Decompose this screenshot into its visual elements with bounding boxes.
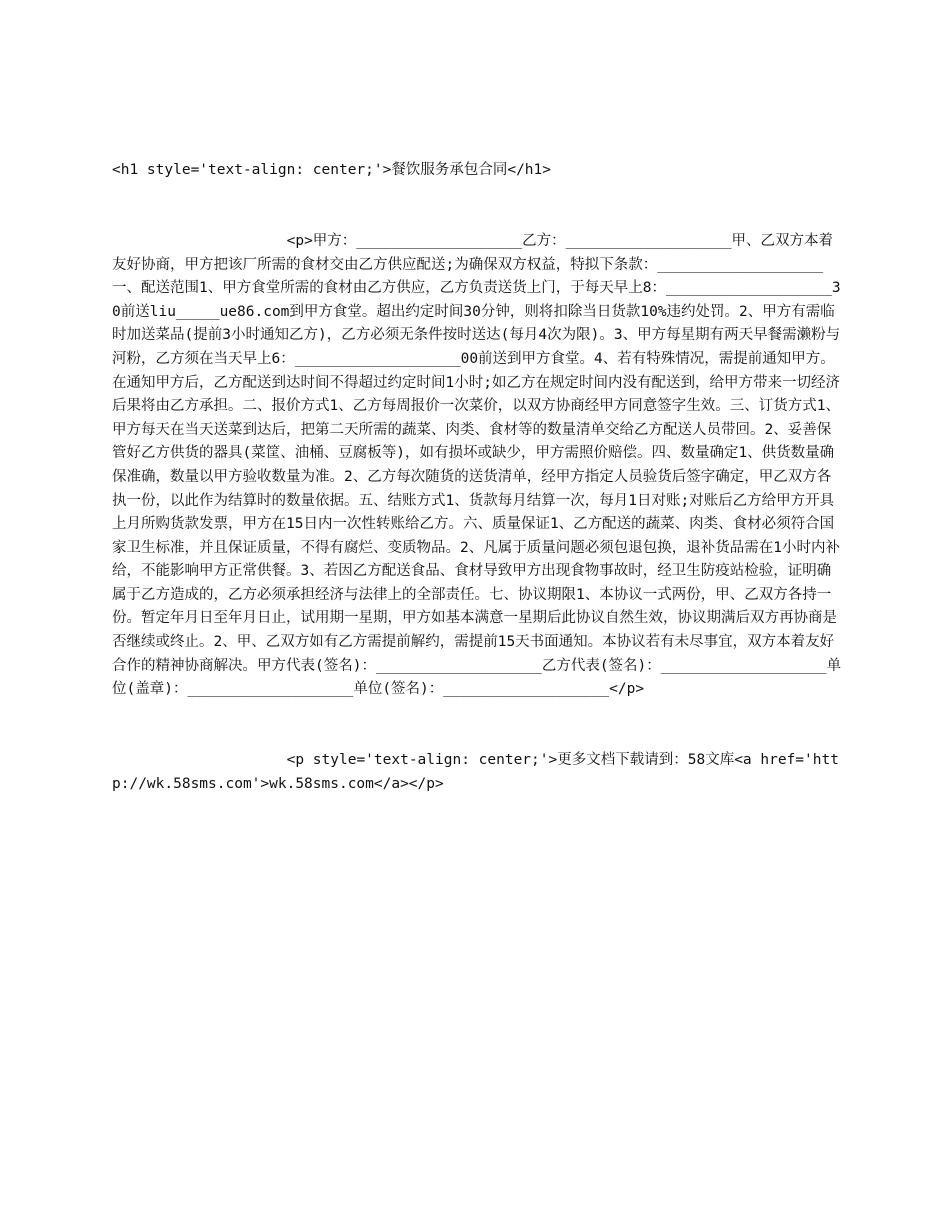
footer-source-line: <p style='text-align: center;'>更多文档下载请到：58文库<a href='http://wk.58sms.com'>wk.58sms.com</a></p> xyxy=(112,752,839,792)
contract-body-source-line: <p>甲方：___________________乙方：___________________甲、乙双方本着友好协商，甲方把该厂所需的食材交由乙方供应配送;为确保双方权益，特拟下条款：___________________一、配送范围1、甲方食堂所需的食材由乙方供应，乙方负责送货上门，于每天早上8：___________________30前送liu_____ue86.com到甲方食堂。超出约定时间30分钟，则将扣除当日货款10%违约处罚。2、甲方有需临时加送菜品(提前3小时通知乙方)，乙方必须无条件按时送达(每月4次为限)。3、甲方每星期有两天早餐需濑粉与河粉，乙方须在当天早上6：___________________00前送到甲方食堂。4、若有特殊情况，需提前通知甲方。在通知甲方后，乙方配送到达时间不得超过约定时间1小时;如乙方在规定时间内没有配送到，给甲方带来一切经济后果将由乙方承担。二、报价方式1、乙方每周报价一次菜价，以双方协商经甲方同意签字生效。三、订货方式1、甲方每天在当天送菜到达后，把第二天所需的蔬菜、肉类、食材等的数量清单交给乙方配送人员带回。2、妥善保管好乙方供货的器具(菜筐、油桶、豆腐板等)，如有损坏或缺少，甲方需照价赔偿。四、数量确定1、供货数量确保准确，数量以甲方验收数量为准。2、乙方每次随货的送货清单，经甲方指定人员验货后签字确定，甲乙双方各执一份，以此作为结算时的数量依据。五、结账方式1、货款每月结算一次，每月1日对账;对账后乙方给甲方开具上月所购货款发票，甲方在15日内一次性转账给乙方。六、质量保证1、乙方配送的蔬菜、肉类、食材必须符合国家卫生标准，并且保证质量，不得有腐烂、变质物品。2、凡属于质量问题必须包退包换，退补货品需在1小时内补给，不能影响甲方正常供餐。3、若因乙方配送食品、食材导致甲方出现食物事故时，经卫生防疫站检验，证明确属于乙方造成的，乙方必须承担经济与法律上的全部责任。七、协议期限1、本协议一式两份，甲、乙双方各持一份。暂定年月日至年月日止，试用期一星期，甲方如基本满意一星期后此协议自然生效，协议期满后双方再协商是否继续或终止。2、甲、乙双方如有乙方需提前解约，需提前15天书面通知。本协议若有未尽事宜，双方本着友好合作的精神协商解决。甲方代表(签名)：___________________乙方代表(签名)：___________________单位(盖章)：___________________单位(签名)：___________________</p> xyxy=(112,232,842,698)
document-text xyxy=(112,112,842,843)
heading-source-line: <h1 style='text-align: center;'>餐饮服务承包合同</h1> xyxy=(112,162,551,179)
